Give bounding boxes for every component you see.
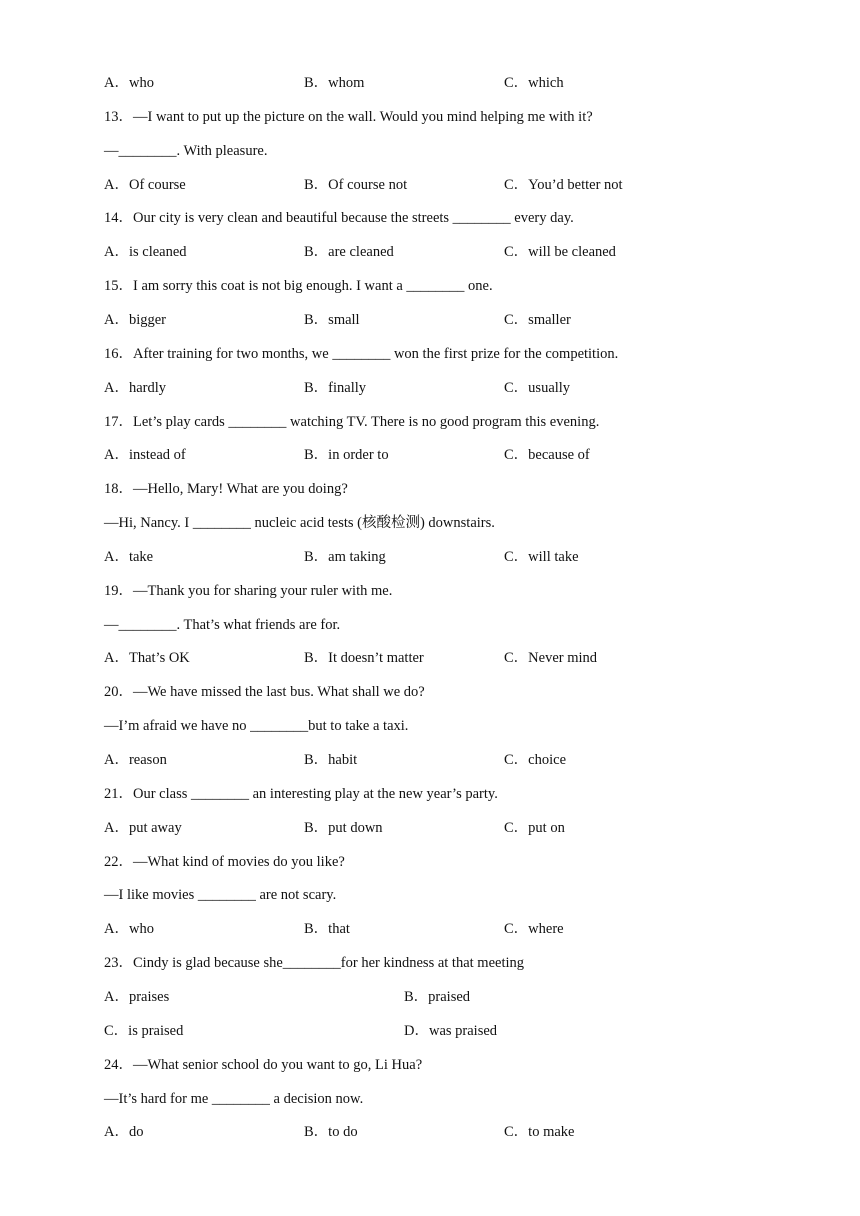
option-b: B．habit: [304, 752, 358, 768]
option-b: B．finally: [304, 380, 367, 396]
question-line: 20．—We have missed the last bus. What shall we do?: [104, 684, 425, 700]
options-row: [104, 819, 824, 837]
options-row: [104, 649, 824, 667]
option-c: C．choice: [504, 752, 567, 768]
options-row: [104, 74, 824, 92]
option-a: A．do: [104, 1124, 144, 1140]
options-row: [104, 379, 824, 397]
options-row: [104, 920, 824, 938]
option-a: A．put away: [104, 820, 182, 836]
options-row: [104, 1123, 824, 1141]
question-line: 17．Let’s play cards ________ watching TV. There is no good program this evening.: [104, 414, 600, 430]
question-line: —________. With pleasure.: [104, 143, 268, 159]
options-row: [104, 243, 824, 261]
question-line: 22．—What kind of movies do you like?: [104, 854, 345, 870]
option-c: C．Never mind: [504, 650, 598, 666]
option-a: A．who: [104, 75, 154, 91]
question-line: 18．—Hello, Mary! What are you doing?: [104, 481, 348, 497]
options-row: [104, 751, 824, 769]
option-a: A．is cleaned: [104, 244, 187, 260]
question-line: —I’m afraid we have no ________but to take a taxi.: [104, 718, 409, 734]
question-line: 15．I am sorry this coat is not big enough. I want a ________ one.: [104, 278, 493, 294]
option-a: A．Of course: [104, 177, 186, 193]
option-b: B．to do: [304, 1124, 358, 1140]
question-line: 19．—Thank you for sharing your ruler with me.: [104, 583, 393, 599]
option-b: B．in order to: [304, 447, 389, 463]
option-b: B．small: [304, 312, 360, 328]
option-a: A．praises: [104, 989, 170, 1005]
option-b: B．put down: [304, 820, 383, 836]
option-c: C．put on: [504, 820, 565, 836]
options-row: [104, 311, 824, 329]
question-line: —I like movies ________ are not scary.: [104, 887, 337, 903]
options-row: [104, 548, 824, 566]
option-a: A．reason: [104, 752, 167, 768]
question-line: 23．Cindy is glad because she________for her kindness at that meeting: [104, 955, 525, 971]
question-line: 13．—I want to put up the picture on the wall. Would you mind helping me with it?: [104, 109, 593, 125]
option-b: B．am taking: [304, 549, 386, 565]
option-c: C．where: [504, 921, 564, 937]
question-line: 14．Our city is very clean and beautiful because the streets ________ every day.: [104, 210, 574, 226]
option-b: B．are cleaned: [304, 244, 394, 260]
option-c: C．which: [504, 75, 564, 91]
question-line: 16．After training for two months, we ________ won the first prize for the competition.: [104, 346, 619, 362]
question-line: —It’s hard for me ________ a decision now.: [104, 1091, 364, 1107]
option-a: A．bigger: [104, 312, 167, 328]
option-b: B．whom: [304, 75, 365, 91]
question-line: 24．—What senior school do you want to go, Li Hua?: [104, 1057, 423, 1073]
option-c: C．smaller: [504, 312, 571, 328]
options-row: [104, 176, 824, 194]
options-row: [104, 988, 824, 1006]
option-b: B．that: [304, 921, 350, 937]
option-a: A．take: [104, 549, 154, 565]
option-a: A．who: [104, 921, 154, 937]
options-row: [104, 446, 824, 464]
question-line: —Hi, Nancy. I ________ nucleic acid tests (核酸检测) downstairs.: [104, 515, 495, 531]
option-b: B．It doesn’t matter: [304, 650, 424, 666]
option-c: C．You’d better not: [504, 177, 623, 193]
option-c: C．because of: [504, 447, 590, 463]
option-c: C．to make: [504, 1124, 575, 1140]
option-a: A．That’s OK: [104, 650, 190, 666]
option-c: C．usually: [504, 380, 571, 396]
option-a: A．hardly: [104, 380, 167, 396]
option-c: C．will take: [504, 549, 579, 565]
option-a: A．instead of: [104, 447, 186, 463]
option-b: D．was praised: [404, 1023, 498, 1039]
option-b: B．praised: [404, 989, 471, 1005]
question-line: —________. That’s what friends are for.: [104, 617, 341, 633]
option-c: C．will be cleaned: [504, 244, 616, 260]
options-row: [104, 1022, 824, 1040]
question-line: 21．Our class ________ an interesting play at the new year’s party.: [104, 786, 498, 802]
option-b: B．Of course not: [304, 177, 408, 193]
option-a: C．is praised: [104, 1023, 184, 1039]
